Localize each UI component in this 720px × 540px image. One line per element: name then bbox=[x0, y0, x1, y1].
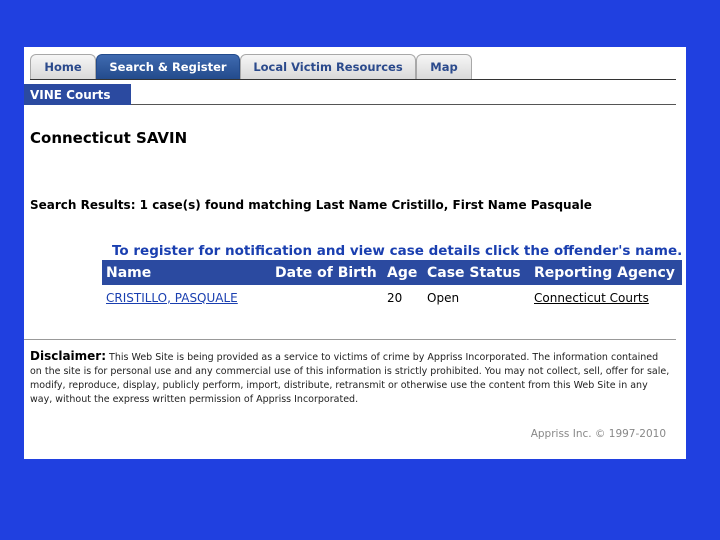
disclaimer bbox=[30, 349, 672, 407]
offender-name-link[interactable]: CRISTILLO, PASQUALE bbox=[106, 290, 238, 305]
copyright: Appriss Inc. © 1997-2010 bbox=[530, 428, 666, 440]
tab-bar bbox=[30, 54, 676, 79]
tab-search-register-label: Search & Register bbox=[109, 60, 227, 74]
disclaimer-label: Disclaimer: bbox=[30, 349, 107, 363]
header-reporting-agency: Reporting Agency bbox=[534, 264, 675, 281]
disclaimer-divider bbox=[24, 339, 676, 340]
search-results-summary: Search Results: 1 case(s) found matching Last Name Cristillo, First Name Pasquale bbox=[30, 198, 592, 212]
reporting-agency-link[interactable]: Connecticut Courts bbox=[534, 290, 649, 305]
header-age: Age bbox=[387, 264, 418, 281]
browser-content bbox=[24, 47, 686, 459]
tab-divider bbox=[30, 79, 676, 80]
section-label-text: VINE Courts bbox=[30, 87, 111, 102]
section-divider bbox=[131, 104, 676, 105]
header-date-of-birth: Date of Birth bbox=[275, 264, 377, 281]
tab-home-label: Home bbox=[44, 60, 82, 74]
results-table-header bbox=[102, 260, 682, 285]
cell-age: 20 bbox=[387, 290, 403, 305]
tab-search-register[interactable] bbox=[96, 54, 240, 79]
page-title: Connecticut SAVIN bbox=[30, 129, 188, 147]
cell-case-status: Open bbox=[427, 290, 460, 305]
section-label bbox=[24, 84, 131, 105]
table-row bbox=[102, 285, 682, 310]
tab-map[interactable] bbox=[416, 54, 472, 79]
instruction-text: To register for notification and view case details click the offender's name. bbox=[112, 243, 683, 259]
tab-map-label: Map bbox=[430, 60, 458, 74]
header-name: Name bbox=[106, 264, 152, 281]
header-case-status: Case Status bbox=[427, 264, 521, 281]
disclaimer-text: This Web Site is being provided as a service to victims of crime by Appriss Incorporated. The information contained on the site is for personal use and any commercial use of this information is strictly prohibited. You may not collect, sell, offer for sale, modify, reproduce, display, publicly perform, import, distribute, retransmit or otherwise use the content from this Web Site in any way, without the express written permission of Appriss Incorporated. bbox=[30, 352, 670, 405]
tab-home[interactable] bbox=[30, 54, 96, 79]
tab-local-victim-resources[interactable] bbox=[240, 54, 416, 79]
tab-local-victim-resources-label: Local Victim Resources bbox=[253, 60, 403, 74]
